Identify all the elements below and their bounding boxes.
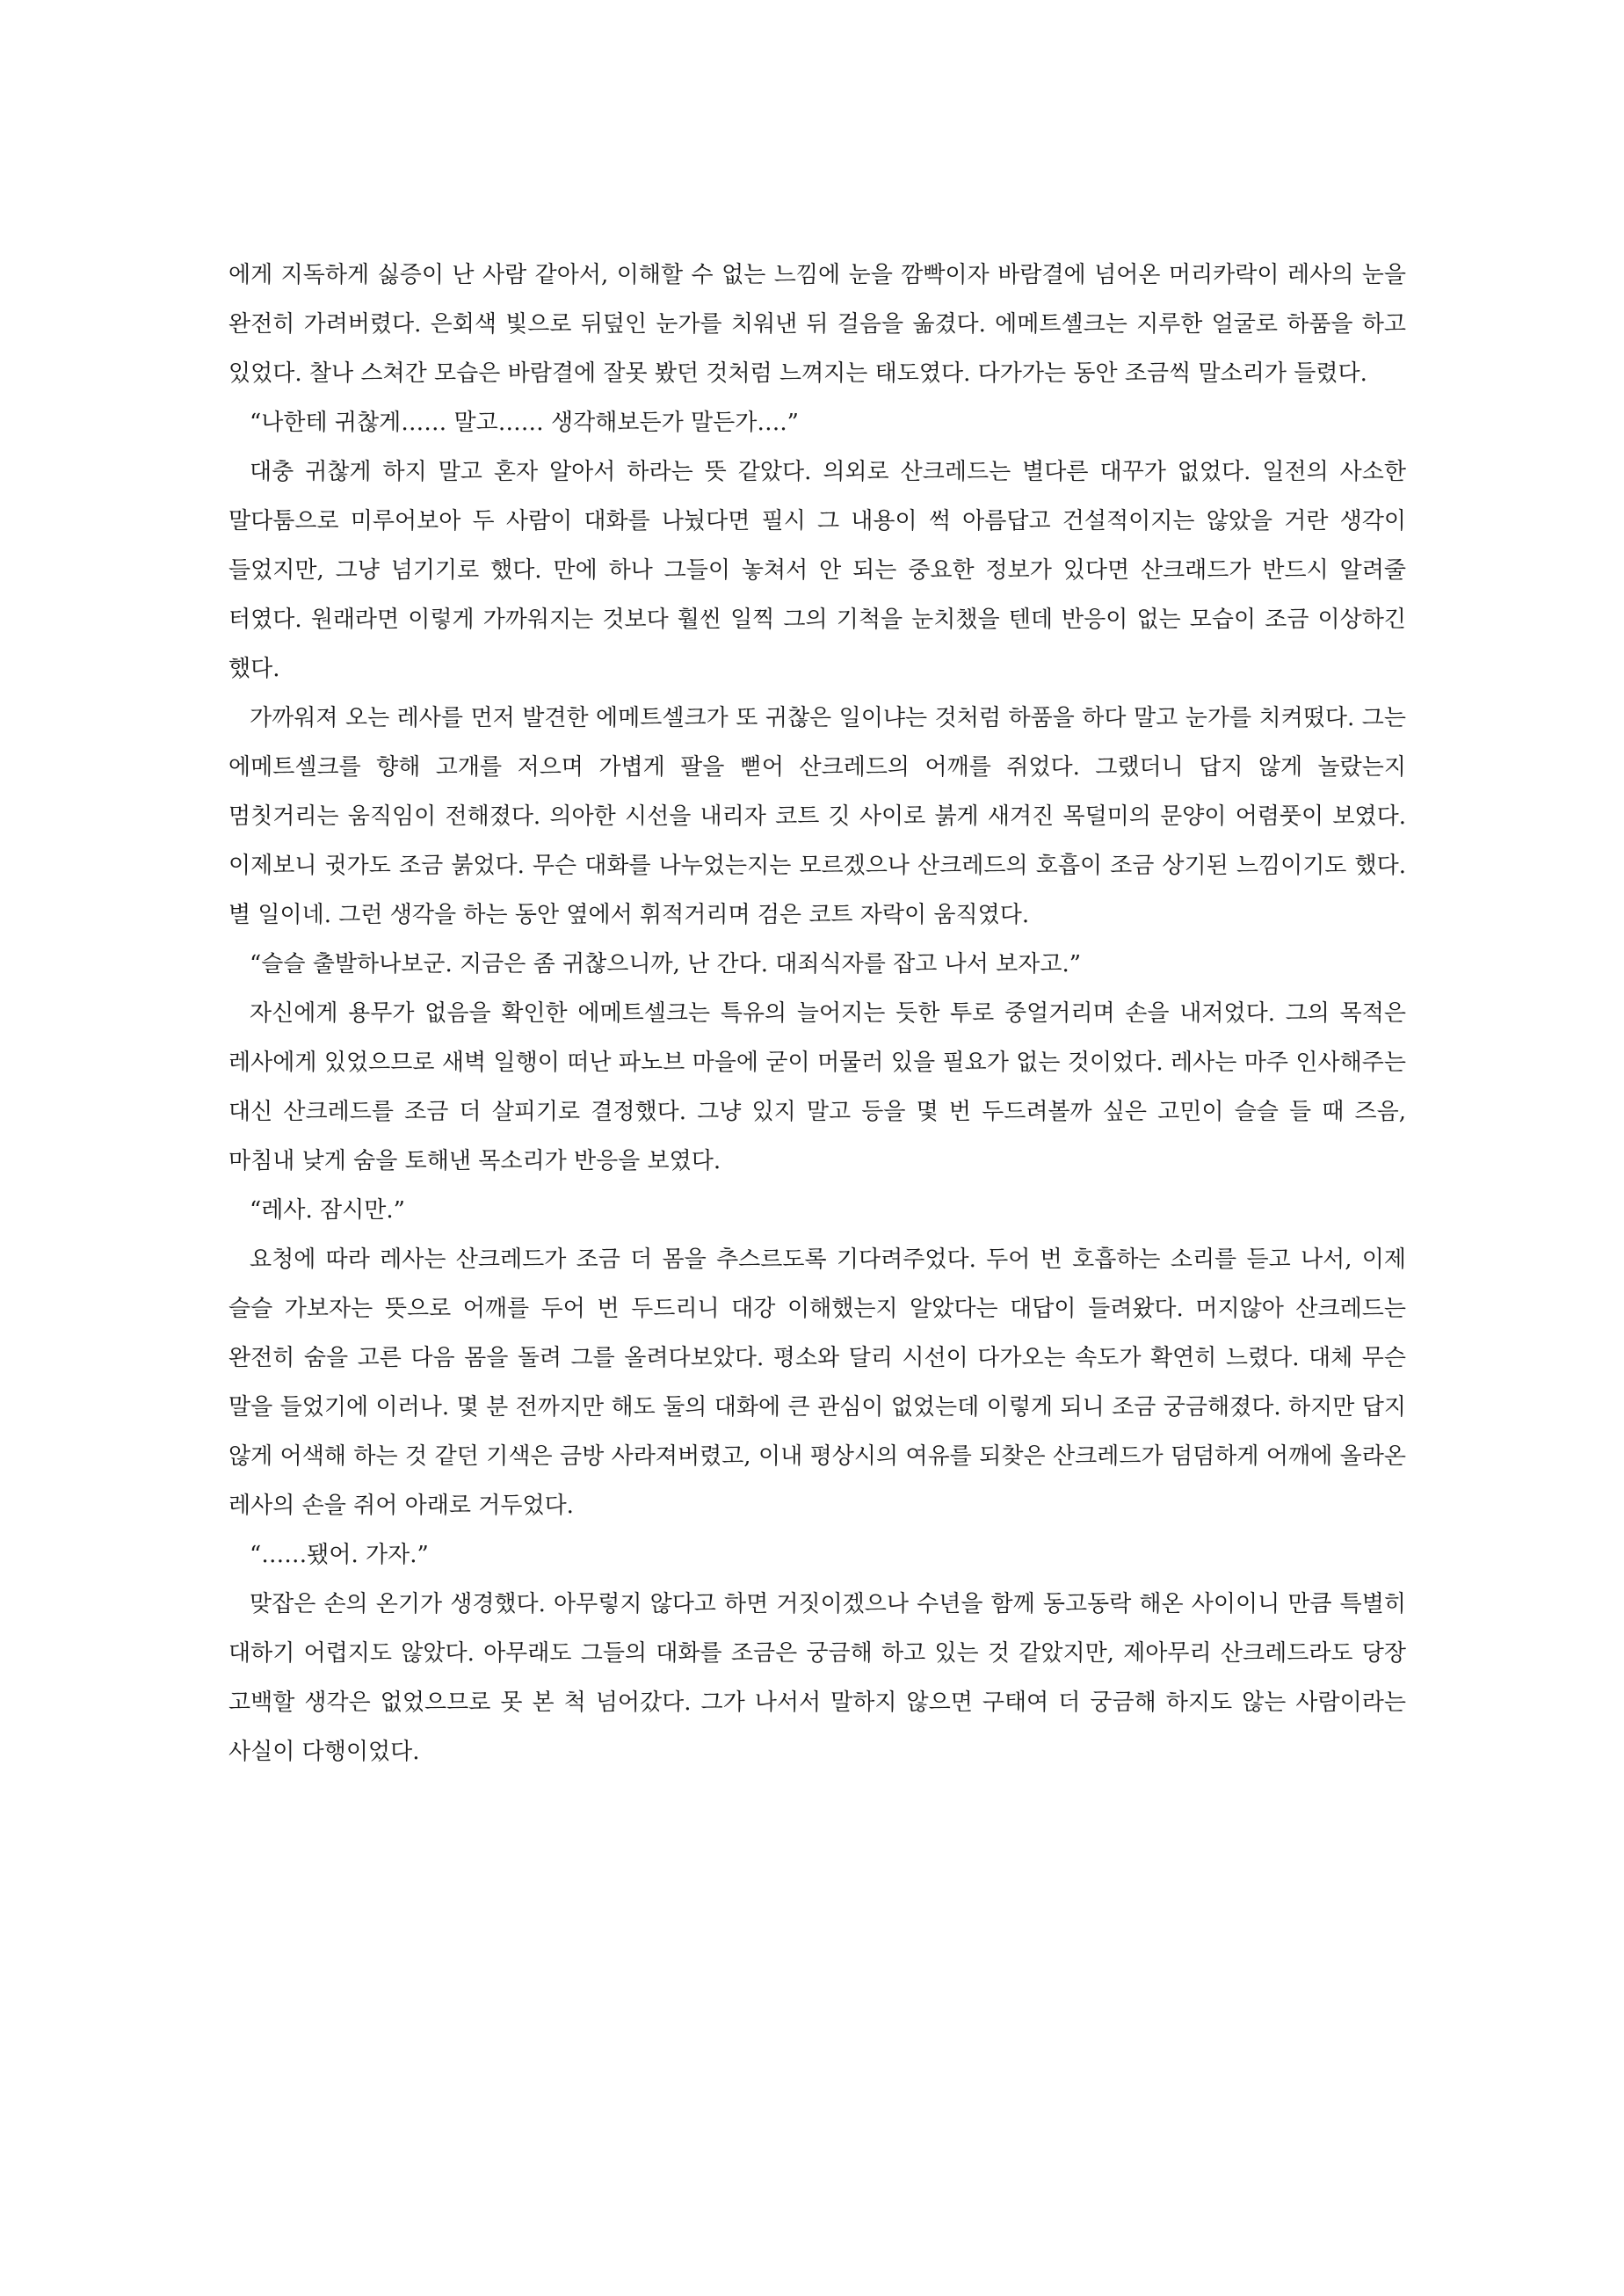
dialogue-2: “슬슬 출발하나보군. 지금은 좀 귀찮으니까, 난 간다. 대죄식자를 잡고 나서 보자고.” [250, 951, 1082, 977]
paragraph-4: 자신에게 용무가 없음을 확인한 에메트셀크는 특유의 늘어지는 듯한 투로 중얼거리며 손을 내저었다. 그의 목적은 레사에게 있었으므로 새벽 일행이 떠난 파노브 마을에 굳이 머물러 있을 필요가 없는 것이었다. 레사는 마주 인사해주는 대신 산크레드를 조금 더 살피기로 결정했다. 그냥 있지 말고 등을 몇 번 두드려볼까 싶은 고민이 슬슬 들 때 즈음, 마침내 낮게 숨을 토해낸 목소리가 반응을 보였다. [228, 1000, 1406, 1174]
paragraph-2: 대충 귀찮게 하지 말고 혼자 알아서 하라는 뜻 같았다. 의외로 산크레드는 별다른 대꾸가 없었다. 일전의 사소한 말다툼으로 미루어보아 두 사람이 대화를 나눴다면 필시 그 내용이 썩 아름답고 건설적이지는 않았을 거란 생각이 들었지만, 그냥 넘기기로 했다. 만에 하나 그들이 놓쳐서 안 되는 중요한 정보가 있다면 산크래드가 반드시 알려줄 터였다. 원래라면 이렇게 가까워지는 것보다 훨씬 일찍 그의 기척을 눈치챘을 텐데 반응이 없는 모습이 조금 이상하긴 했다. [228, 459, 1406, 682]
dialogue-1: “나한테 귀찮게…… 말고…… 생각해보든가 말든가….” [250, 410, 799, 436]
document-page [228, 251, 1406, 1776]
paragraph-5: 요청에 따라 레사는 산크레드가 조금 더 몸을 추스르도록 기다려주었다. 두어 번 호흡하는 소리를 듣고 나서, 이제 슬슬 가보자는 뜻으로 어깨를 두어 번 두드리니 대강 이해했는지 알았다는 대답이 들려왔다. 머지않아 산크레드는 완전히 숨을 고른 다음 몸을 돌려 그를 올려다보았다. 평소와 달리 시선이 다가오는 속도가 확연히 느렸다. 대체 무슨 말을 들었기에 이러나. 몇 분 전까지만 해도 둘의 대화에 큰 관심이 없었는데 이렇게 되니 조금 궁금해졌다. 하지만 답지 않게 어색해 하는 것 같던 기색은 금방 사라져버렸고, 이내 평상시의 여유를 되찾은 산크레드가 덤덤하게 어깨에 올라온 레사의 손을 쥐어 아래로 거두었다. [228, 1246, 1406, 1519]
paragraph-3: 가까워져 오는 레사를 먼저 발견한 에메트셀크가 또 귀찮은 일이냐는 것처럼 하품을 하다 말고 눈가를 치켜떴다. 그는 에메트셀크를 향해 고개를 저으며 가볍게 팔을 뻗어 산크레드의 어깨를 쥐었다. 그랬더니 답지 않게 놀랐는지 멈칫거리는 움직임이 전해졌다. 의아한 시선을 내리자 코트 깃 사이로 붉게 새겨진 목덜미의 문양이 어렴풋이 보였다. 이제보니 귓가도 조금 붉었다. 무슨 대화를 나누었는지는 모르겠으나 산크레드의 호흡이 조금 상기된 느낌이기도 했다. 별 일이네. 그런 생각을 하는 동안 옆에서 휘적거리며 검은 코트 자락이 움직였다. [228, 705, 1406, 928]
dialogue-3: “레사. 잠시만.” [250, 1197, 405, 1224]
dialogue-4: “……됐어. 가자.” [250, 1542, 429, 1568]
paragraph-6: 맞잡은 손의 온기가 생경했다. 아무렇지 않다고 하면 거짓이겠으나 수년을 함께 동고동락 해온 사이이니 만큼 특별히 대하기 어렵지도 않았다. 아무래도 그들의 대화를 조금은 궁금해 하고 있는 것 같았지만, 제아무리 산크레드라도 당장 고백할 생각은 없었으므로 못 본 척 넘어갔다. 그가 나서서 말하지 않으면 구태여 더 궁금해 하지도 않는 사람이라는 사실이 다행이었다. [228, 1591, 1406, 1765]
paragraph-1: 에게 지독하게 싫증이 난 사람 같아서, 이해할 수 없는 느낌에 눈을 깜빡이자 바람결에 넘어온 머리카락이 레사의 눈을 완전히 가려버렸다. 은회색 빛으로 뒤덮인 눈가를 치워낸 뒤 걸음을 옮겼다. 에메트셸크는 지루한 얼굴로 하품을 하고 있었다. 찰나 스쳐간 모습은 바람결에 잘못 봤던 것처럼 느껴지는 태도였다. 다가가는 동안 조금씩 말소리가 들렸다. [228, 262, 1406, 387]
